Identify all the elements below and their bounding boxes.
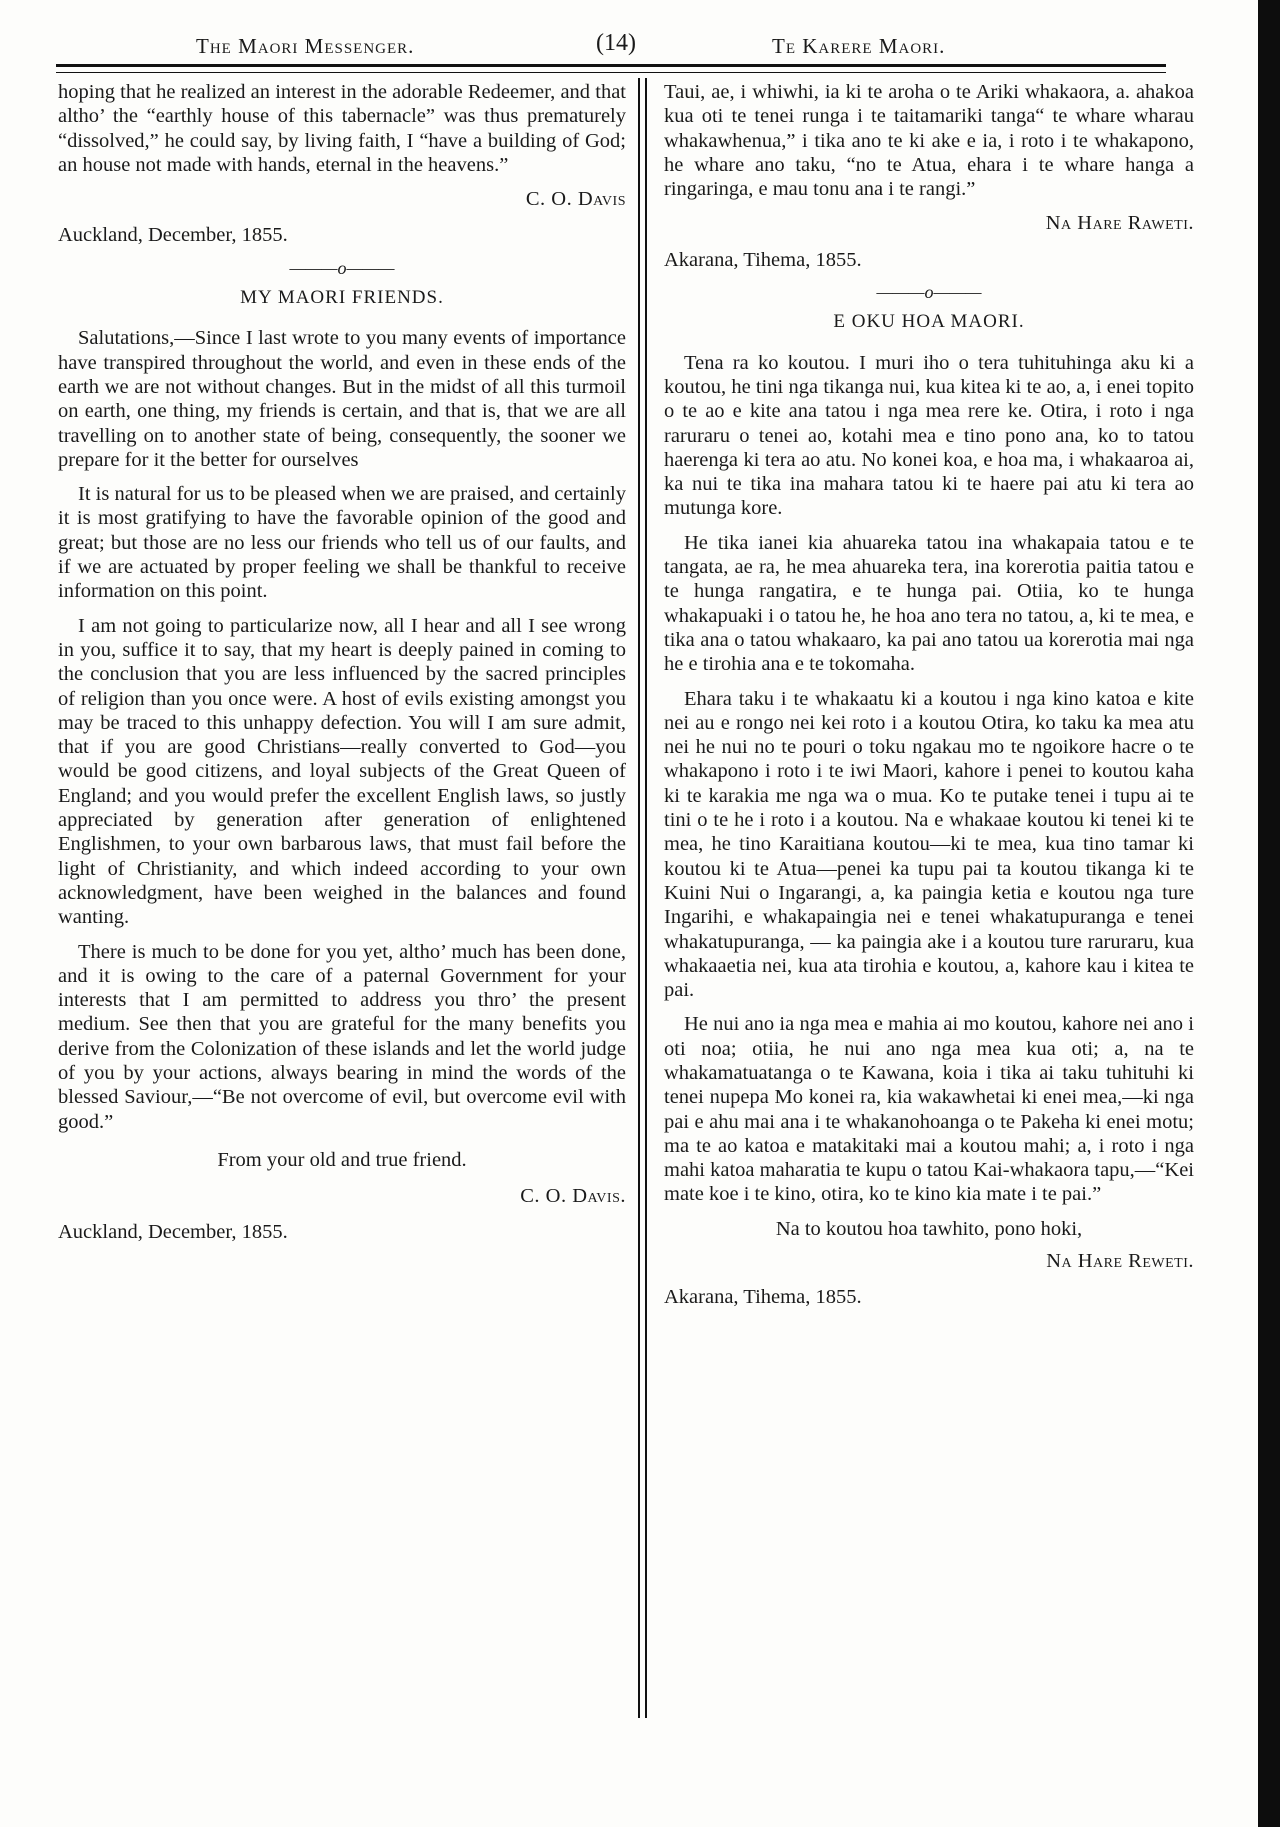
body-paragraph: There is much to be done for you yet, altho’ much has been done, and it is owing to the care of a paternal Government for your interests that I am permitted to address you thro’ the present medium. See then that you are grateful for the many benefits you derive from the Colonization of these islands and let the world judge of you by your actions, always bearing in mind the words of the blessed Saviour,—“Be not overcome of evil, but overcome evil with good.”	[58, 940, 626, 1133]
author-signature: C. O. Davis	[525, 188, 626, 211]
header-rule-thin	[56, 72, 1166, 73]
body-paragraph: He nui ano ia nga mea e mahia ai mo koutou, kahore nei ano i oti noa; otiia, he nui ano nga mea kua oti; a, na te whakamatuatanga o te Kawana, koia i tika ai taku tuhituhi ki tenei nupepa Mo konei ra, kia wakawhetai ki enei mea,—ki nga pai e ahu mai ana i te whakanohoanga o te Pakeha ki enei motu; ma te ao katoa e matakitaki mai a koutou mahi; a, i roto i nga mahi katoa maharatia te kupu o tatou Kai-whakaora tapu,—“Kei mate koe i te kino, otira, ko te kino kia mate i te pai.”	[664, 1013, 1194, 1206]
dateline: Akarana, Tihema, 1855.	[664, 248, 862, 271]
author-signature: Na Hare Raweti.	[1045, 212, 1194, 235]
dateline: Auckland, December, 1855.	[58, 224, 288, 247]
page-number: (14)	[596, 30, 636, 56]
dateline: Auckland, December, 1855.	[58, 1221, 288, 1244]
english-column	[58, 80, 626, 1253]
page-header	[56, 24, 1176, 64]
body-paragraph: Tena ra ko koutou. I muri iho o tera tuhituhinga aku ki a koutou, he tini nga tikanga nui, kua kitea ki te ao, a, i enei topito o te ao e kite ana tatou i nga mea rere ke. Otira, i roto i nga raruraru o tenei ao, kotahi mea e tino pono ana, ko to tatou haerenga ki tera ao atu. No konei koa, e hoa ma, i whakaaroa ai, ka nui te tika ina mahara tatou ki te haere pai atu ki tera ao mutunga kore.	[664, 351, 1194, 520]
body-paragraph: He tika ianei kia ahuareka tatou ina whakapaia tatou e te tangata, ae ra, he mea ahuareka tera, ina korerotia paitia tatou e te hunga rangatira, e te hunga pai. Otiia, ko te hunga whakapuaki i o tatou he, he hoa ano tera no tatou, a, ki te mea, e tika ana o tatou whakaaro, ka pai ano tatou ua korerotia mai nga he e tirohia ana e te tokomaha.	[664, 531, 1194, 676]
letter-closing: Na to koutou hoa tawhito, pono hoki,	[775, 1217, 1083, 1240]
section-title: E OKU HOA MAORI.	[833, 311, 1025, 333]
continued-paragraph: Taui, ae, i whiwhi, ia ki te aroha o te Ariki whakaora, a. ahakoa kua oti te tenei runga i te taitamariki tanga“ te whare wharau whakawhenua,” i tika ano te ki ake e ia, i roto i te whakapono, he whare ano taku, “no te Atua, ehara i te whare hanga a ringaringa, e mau tonu ana i te rangi.”	[664, 81, 1194, 201]
section-title: MY MAORI FRIENDS.	[240, 287, 444, 309]
maori-column	[664, 80, 1194, 1318]
column-divider-inner	[645, 78, 647, 1718]
english-masthead: The Maori Messenger.	[196, 34, 415, 58]
page-edge-shadow	[1258, 0, 1280, 1827]
body-paragraph: Ehara taku i te whakaatu ki a koutou i nga kino katoa e kite nei au e rongo nei kei roto i a koutou Otira, ko taku ka mea atu nei he nui no te pouri o toku ngakau mo te ngoikore hacre o te whakapono i roto i te iwi Maori, kahore i penei to koutou kaha ki te karakia me nga wa o mua. Ko te putake tenei i tupu ai te tini o te he i roto i a koutou. Na e whakaae koutou ki tenei ki te mea, he tino Karaitiana koutou—ki te mea, kua tino tamar ki koutou ki te Atua—penei ka tupu pai ta koutou tikanga ki te Kuini Nui o Ingarangi, a, ka paingia ketia e koutou nga ture Ingarihi, e whakapaingia nei e tenei whakatupuranga e tenei whakatupuranga, — ka paingia ake i a koutou ture raruraru, kua whakaaetia nei, kua ata tirohia e koutou, a, kahore kau i kitea te pai.	[664, 687, 1194, 1002]
continued-paragraph: hoping that he realized an interest in the adorable Redeemer, and that altho’ the “earthly house of this tabernacle” was thus prematurely “dissolved,” he could say, by living faith, I “have a building of God; an house not made with hands, eternal in the heavens.”	[58, 81, 626, 176]
section-ornament: ———o———	[289, 257, 395, 278]
author-signature: Na Hare Reweti.	[1046, 1250, 1194, 1273]
body-paragraph: It is natural for us to be pleased when we are praised, and certainly it is most gratifying to have the favorable opinion of the good and great; but those are no less our friends who tell us of our faults, and if we are actuated by proper feeling we shall be thankful to receive information on this point.	[58, 483, 626, 603]
letter-closing: From your old and true friend.	[217, 1148, 467, 1171]
column-divider	[638, 78, 640, 1718]
maori-masthead: Te Karere Maori.	[772, 34, 946, 58]
header-rule	[56, 64, 1166, 67]
author-signature: C. O. Davis.	[520, 1185, 626, 1208]
body-paragraph: Salutations,—Since I last wrote to you many events of importance have transpired throughout the world, and even in these ends of the earth we are not without changes. But in the midst of all this turmoil on earth, one thing, my friends is certain, and that is, that we are all travelling on to another state of being, consequently, the sooner we prepare for it the better for ourselves	[58, 327, 626, 471]
body-paragraph: I am not going to particularize now, all I hear and all I see wrong in you, suffice it to say, that my heart is deeply pained in coming to the conclusion that you are less influenced by the sacred principles of religion than you once were. A host of evils existing amongst you may be traced to this unhappy defection. You will I am sure admit, that if you are good Christians—really converted to God—you would be good citizens, and loyal subjects of the Great Queen of England; and you would prefer the excellent English laws, so justly appreciated by generation after generation of enlightened Englishmen, to your own barbarous laws, that must fail before the light of Christianity, and which indeed according to your own acknowledgment, have been weighed in the balances and found wanting.	[58, 614, 626, 929]
dateline: Akarana, Tihema, 1855.	[664, 1286, 862, 1309]
section-ornament: ———o———	[876, 282, 982, 303]
